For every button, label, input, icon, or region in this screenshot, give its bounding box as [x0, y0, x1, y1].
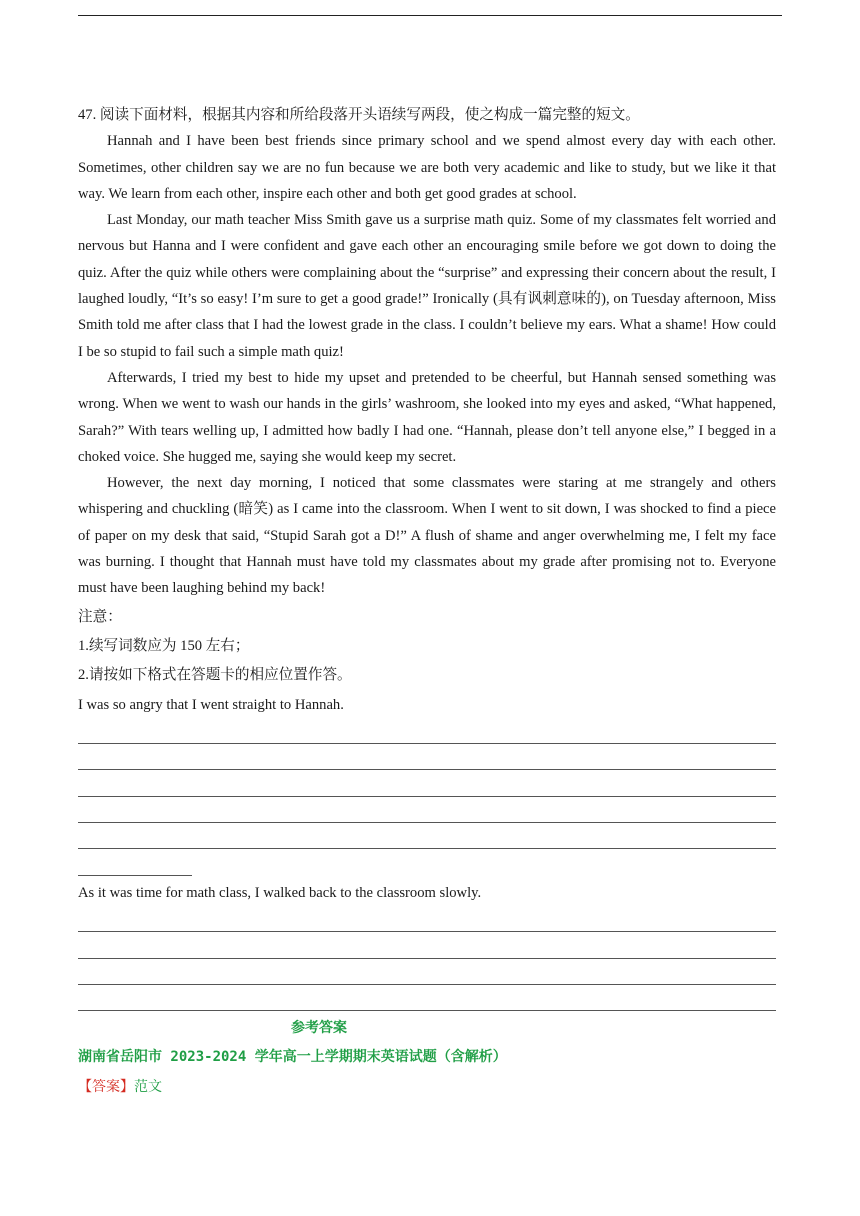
question-number: 47. [78, 107, 97, 123]
passage-paragraph-3: Afterwards, I tried my best to hide my upset and pretended to be cheerful, but Hannah sensed something was wrong. When we went to wash our hands in the girls’ washroom, she looked into my eyes and asked, “What happened, Sarah?” With tears welling up, I admitted how badly I had one. “Hannah, please don’t tell anyone else,” I begged in a choked voice. She hugged me, saying she would keep my secret. [78, 369, 776, 465]
passage-paragraph-1: Hannah and I have been best friends since primary school and we spend almost every day with each other. Sometimes, other children say we are no fun because we are both very academic and like to study, but we like it that way. We learn from each other, inspire each other and both get good grades at school. [78, 133, 776, 202]
notes-heading: 注意： [78, 608, 122, 625]
answer-tag: 【答案】 [78, 1078, 134, 1095]
paragraph1-opening: I was so angry that I went straight to Hannah. [78, 696, 344, 713]
passage-paragraph-4: However, the next day morning, I noticed that some classmates were staring at me strangely and others whispering and chuckling (暗笑) as I came into the classroom. When I went to sit down, I was shocked to find a piece of paper on my desk that said, “Stupid Sarah got a D!” A flush of shame and anger overwhelming me, I felt my face was burning. I thought that Hannah must have told my classmates about my grade after promising not to. Everyone must have been laughing behind my back! [78, 475, 776, 597]
source-title: 湖南省岳阳市 2023-2024 学年高一上学期期末英语试题（含解析） [78, 1049, 507, 1066]
answer-line [78, 797, 776, 823]
question-instruction [78, 102, 776, 128]
answer-line [78, 985, 776, 1011]
instruction-text: 阅读下面材料，根据其内容和所给段落开头语续写两段，使之构成一篇完整的短文。 [99, 107, 640, 123]
note-item-1: 1.续写词数应为 150 左右； [78, 637, 250, 654]
answer-line [78, 744, 776, 770]
answer-line [78, 770, 776, 796]
answer-line-short [78, 849, 192, 875]
answer-line [78, 823, 776, 849]
passage-paragraph-2: Last Monday, our math teacher Miss Smith gave us a surprise math quiz. Some of my classmates felt worried and nervous but Hanna and I were confident and gave each other an encouraging smile before we got down to doing the quiz. After the quiz while others were complaining about the “surprise” and expressing their concern about the result, I laughed loudly, “It’s so easy! I’m sure to get a good grade!” Ironically (具有讽刺意味的), on Tuesday afternoon, Miss Smith told me after class that I had the lowest grade in the class. I couldn’t believe my ears. What a shame! How could I be so stupid to fail such a simple math quiz! [78, 212, 776, 360]
reference-answer-label: 参考答案 [291, 1020, 347, 1037]
answer-line-label [78, 1074, 776, 1100]
paragraph2-opening: As it was time for math class, I walked back to the classroom slowly. [78, 884, 482, 901]
question-content [78, 102, 776, 1100]
answer-lines-2 [78, 906, 776, 1011]
answer-line [78, 906, 776, 932]
answer-type: 范文 [134, 1078, 162, 1095]
header-rule [78, 15, 782, 16]
answer-lines-1 [78, 718, 776, 876]
answer-line [78, 718, 776, 744]
note-item-2: 2.请按如下格式在答题卡的相应位置作答。 [78, 667, 352, 684]
answer-line [78, 932, 776, 958]
answer-line [78, 959, 776, 985]
